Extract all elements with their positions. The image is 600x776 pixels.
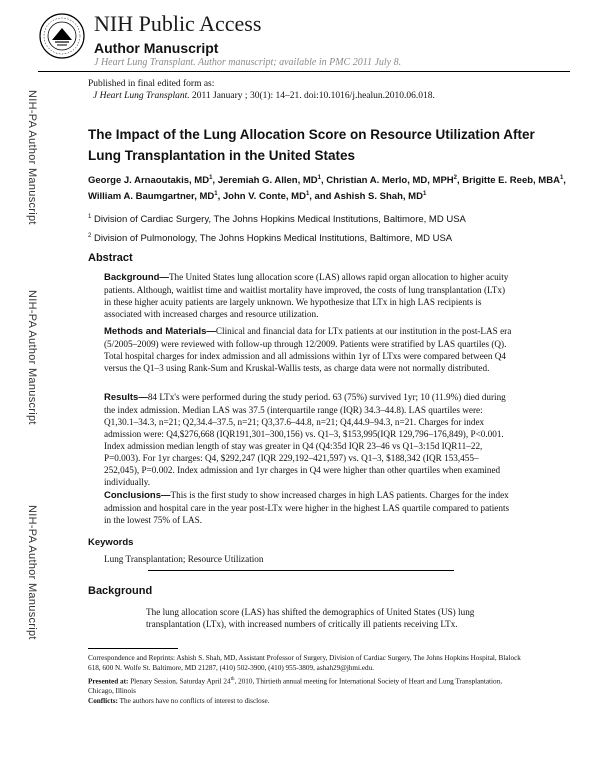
side-label-bottom: NIH-PA Author Manuscript (26, 505, 38, 640)
background-text: The lung allocation score (LAS) has shifted the demographics of United States (US) lung transplantation (LTx), with increased numbers of critically ill patients receiving LTx. (146, 607, 475, 629)
abstract-methods-text: Clinical and financial data for LTx patients at our institution in the post-LAS era (5/2005–2009) were reviewed with follow-up through 12/2009. Patients were stratified by LAS quartiles (Q). Total hospital charges for index admission and all admissions within 1yr of LTxs were compared between Q4 versus the Q1–3 using Rank-Sum and Kruskal-Wallis tests, as charge data were not normally distributed. (104, 326, 512, 373)
abstract-results-text: 84 LTx's were performed during the study period. 63 (75%) survived 1yr; 10 (11.9%) died during the index admission. Median LAS was 37.5 (interquartile range (IQR) 34.3–44.8). LAS quartiles were: Q1,30.1–34.3, n=21; Q2,34.4–37.5, n=21; Q3,37.6–44.8, n=21; Q4,44.9–94.3, n=21. Charges for index admission were: Q4,$276,668 (IQR191,301–300,156) vs. Q1–3, $153,995(IQR 129,796–176,849), P<0.001. Index admission median length of stay was greater in Q4 (Q4:35d IQR 23–46 vs Q1–3:15d IQR11–22, P=0.003). For 1yr charges: Q4, $292,247 (IQR 229,192–421,597) vs. Q1–3, $188,342 (IQR 153,455–252,045), P=0.002. Index admission and 1yr charges in Q4 were higher than other quartiles when examined individually. (104, 392, 506, 487)
background-heading: Background (88, 585, 153, 597)
author-name: George J. Arnaoutakis, MD (88, 175, 210, 187)
header-divider (38, 71, 570, 72)
presented-label: Presented at: (88, 677, 129, 686)
article-title: The Impact of the Lung Allocation Score on Resource Utilization After Lung Transplantation in the United States (88, 127, 535, 163)
abstract-background (104, 271, 512, 320)
abstract-results-label: Results— (104, 392, 148, 403)
abstract-conclusions (104, 489, 512, 526)
author-affiliation-ref: 1 (209, 175, 213, 181)
footnote-divider (88, 648, 178, 649)
author-name: , and Ashish S. Shah, MD (309, 190, 423, 202)
affiliation-number: 2 (88, 233, 92, 239)
publication-details: 2011 January ; 30(1): 14–21. doi:10.1016/j.healun.2010.06.018. (191, 91, 435, 101)
abstract-background-label: Background— (104, 272, 169, 283)
abstract-background-text: The United States lung allocation score (LAS) allows rapid organ allocation to higher acuity patients. Although, waitlist time and waitlist mortality have improved, the costs of lung transplantation (LTx) in these higher acuity patients are largely unknown. We hypothesize that LTx in high LAS recipients is associated with increased charges and resource utilization. (104, 272, 509, 319)
author-affiliation-ref: 1 (214, 190, 218, 197)
author-affiliation-ref: 1 (317, 175, 321, 181)
published-line: Published in final edited form as: (88, 79, 215, 89)
side-label-top: NIH-PA Author Manuscript (26, 90, 38, 225)
abstract-results (104, 391, 512, 488)
author-name: , Christian A. Merlo, MD, MPH (321, 175, 454, 187)
affiliation-number: 1 (88, 214, 92, 220)
abstract-methods-label: Methods and Materials— (104, 326, 216, 337)
author-affiliation-ref: 1 (422, 190, 427, 197)
affiliation-text: Division of Cardiac Surgery, The Johns Hopkins Medical Institutions, Baltimore, MD USA (93, 214, 466, 226)
conflicts-text: The authors have no conflicts of interest to disclose. (117, 697, 270, 705)
header-citation: J Heart Lung Transplant. Author manuscript; available in PMC 2011 July 8. (94, 57, 402, 68)
conflicts-label: Conflicts: (88, 697, 118, 705)
keywords-text: Lung Transplantation; Resource Utilization (104, 554, 264, 564)
footnote-conflicts (88, 697, 528, 707)
nih-logo (38, 12, 86, 60)
author-affiliation-ref: 1 (305, 190, 310, 197)
author-name: , Brigitte E. Reeb, MBA (457, 175, 560, 187)
side-label-middle: NIH-PA Author Manuscript (26, 290, 38, 425)
author-affiliation-ref: 2 (453, 175, 458, 181)
footnote-presented (88, 675, 528, 696)
author-name: , William A. Baumgartner, MD (88, 175, 566, 202)
presented-ordinal: th (230, 677, 235, 682)
presented-text-rest: , 2010, Thirtieth annual meeting for International Society of Heart and Lung Transplantation, Chicago, Illinois (88, 677, 503, 695)
keywords-heading: Keywords (88, 537, 134, 548)
header-subtitle: Author Manuscript (94, 40, 219, 56)
journal-name: J Heart Lung Transplant. (93, 91, 190, 101)
author-name: , Jeremiah G. Allen, MD (212, 175, 318, 187)
abstract-conclusions-label: Conclusions— (104, 490, 171, 501)
abstract-heading: Abstract (88, 252, 133, 264)
presented-text: Plenary Session, Saturday April 24 (128, 677, 231, 686)
abstract-methods (104, 325, 512, 374)
affiliation-text: Division of Pulmonology, The Johns Hopkins Medical Institutions, Baltimore, MD USA (93, 233, 453, 245)
abstract-conclusions-text: This is the first study to show increased charges in high LAS patients. Charges for the index admission and hospital care in the year post-LTx were higher in the highest LAS quartile compared to patients in the lowest 75% of LAS. (104, 490, 510, 525)
publication-citation (93, 90, 435, 102)
author-list (88, 172, 568, 203)
author-affiliation-ref: 1 (559, 175, 564, 181)
author-name: , John V. Conte, MD (217, 190, 306, 202)
footnote-correspondence: Correspondence and Reprints: Ashish S. Shah, MD, Assistant Professor of Surgery, Division of Cardiac Surgery, The Johns Hopkins Hospital, Blalock 618, 600 N. Wolfe St. Baltimore, MD 21287, (410) 502-3900, (410) 955-3809, ashah29@jhmi.edu. (88, 654, 521, 672)
header-title: NIH Public Access (94, 11, 262, 36)
keywords-divider (148, 570, 454, 571)
affiliation-2 (88, 230, 568, 245)
affiliation-1 (88, 211, 568, 226)
